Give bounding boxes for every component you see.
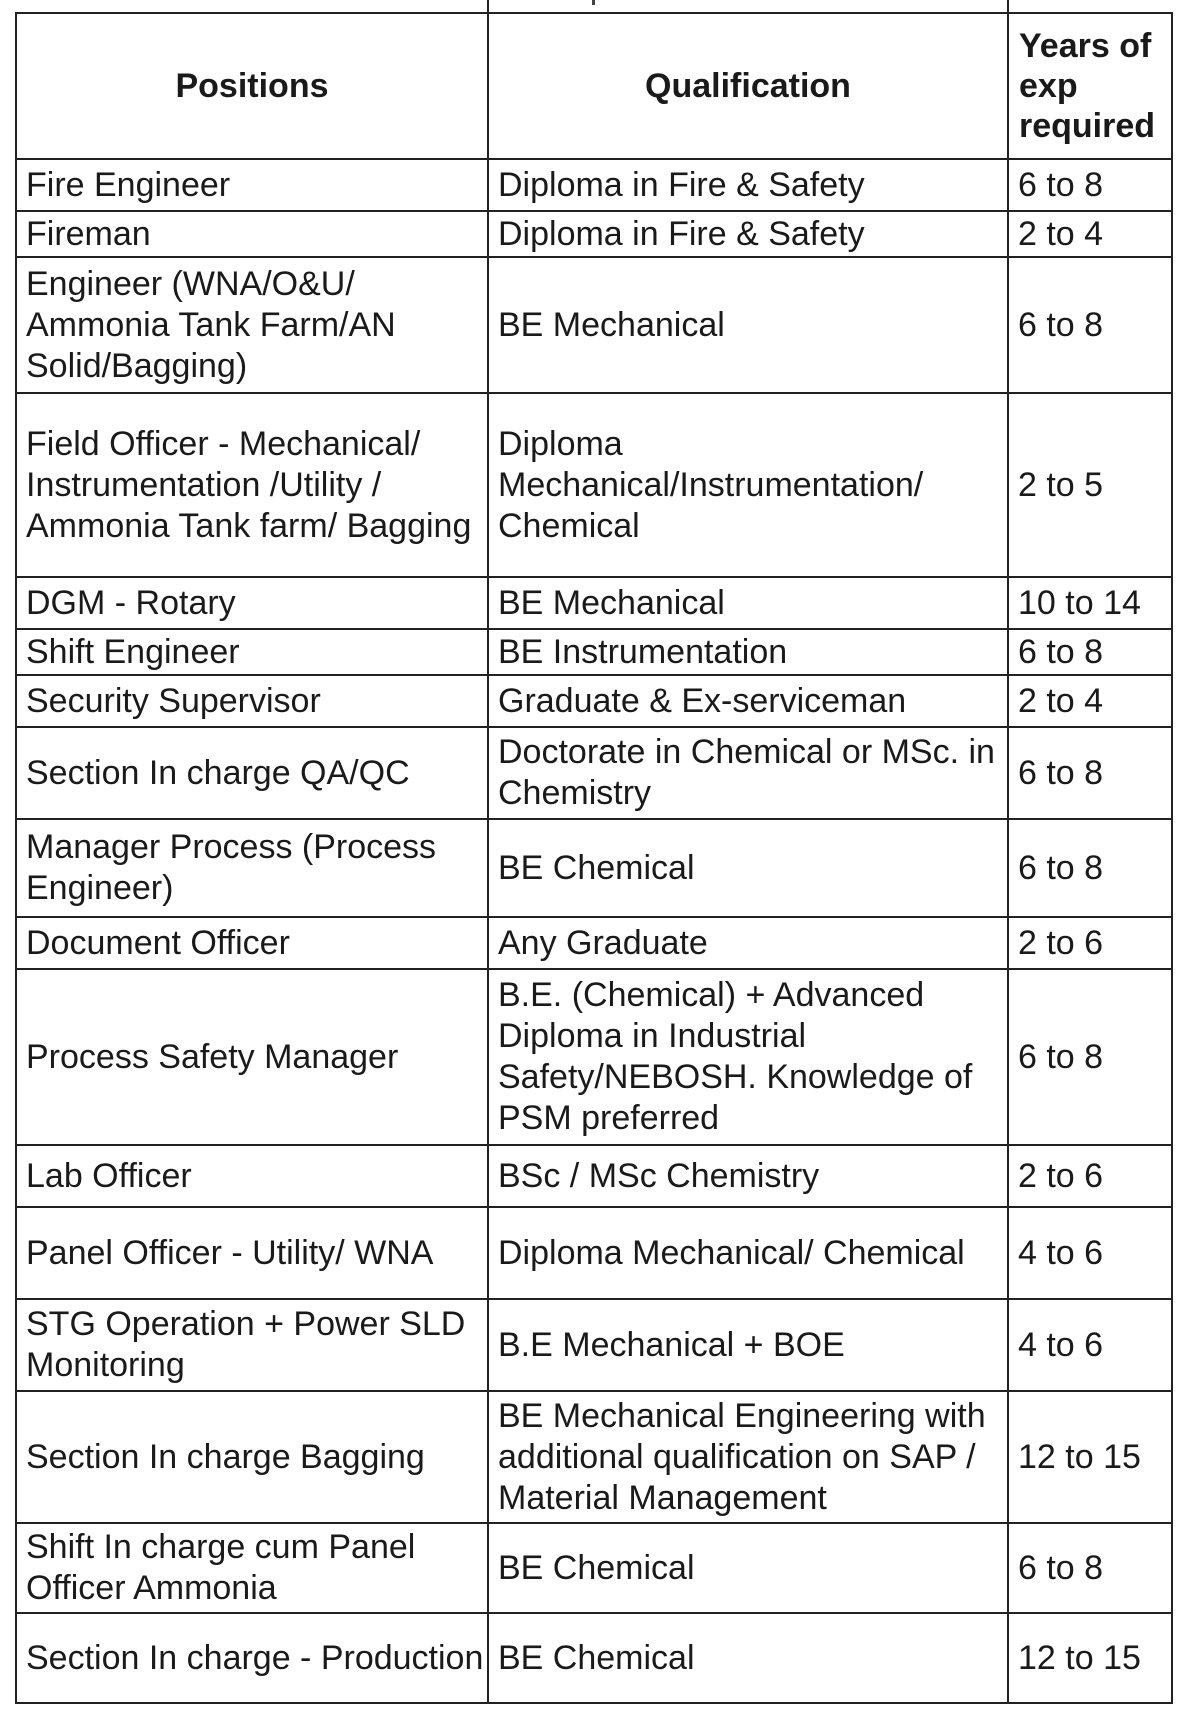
cell-experience: 2 to 6 xyxy=(1008,1145,1172,1207)
header-positions: Positions xyxy=(16,13,488,159)
header-qualification: Qualification xyxy=(488,13,1008,159)
cell-qualification: B.E Mechanical + BOE xyxy=(488,1299,1008,1391)
cell-qualification: BE Mechanical xyxy=(488,257,1008,393)
cell-qualification: Diploma Mechanical/Instrumentation/ Chemical xyxy=(488,393,1008,577)
cell-experience: 6 to 8 xyxy=(1008,969,1172,1145)
table-row xyxy=(16,629,1172,675)
cell-qualification: BE Instrumentation xyxy=(488,629,1008,675)
cell-experience: 2 to 5 xyxy=(1008,393,1172,577)
cell-qualification: BSc / MSc Chemistry xyxy=(488,1145,1008,1207)
cell-qualification: Doctorate in Chemical or MSc. in Chemistry xyxy=(488,727,1008,819)
cell-experience: 6 to 8 xyxy=(1008,257,1172,393)
cell-position: Fire Engineer xyxy=(16,159,488,211)
table-row xyxy=(16,917,1172,969)
cell-position: Field Officer - Mechanical/ Instrumentation /Utility / Ammonia Tank farm/ Bagging xyxy=(16,393,488,577)
cell-qualification: B.E. (Chemical) + Advanced Diploma in Industrial Safety/NEBOSH. Knowledge of PSM preferred xyxy=(488,969,1008,1145)
cell-position: Section In charge Bagging xyxy=(16,1391,488,1523)
table-row xyxy=(16,393,1172,577)
cell-position: STG Operation + Power SLD Monitoring xyxy=(16,1299,488,1391)
table-body xyxy=(16,159,1172,1703)
table-row xyxy=(16,211,1172,257)
cell-position: Shift Engineer xyxy=(16,629,488,675)
cell-experience: 6 to 8 xyxy=(1008,159,1172,211)
cell-experience: 10 to 14 xyxy=(1008,577,1172,629)
table-row xyxy=(16,727,1172,819)
table-header-row xyxy=(16,13,1172,159)
table-row xyxy=(16,1613,1172,1703)
table-row xyxy=(16,159,1172,211)
cell-position: Manager Process (Process Engineer) xyxy=(16,819,488,917)
cell-qualification: Graduate & Ex-serviceman xyxy=(488,675,1008,727)
cell-qualification: BE Chemical xyxy=(488,819,1008,917)
cell-experience: 6 to 8 xyxy=(1008,819,1172,917)
cell-experience: 6 to 8 xyxy=(1008,629,1172,675)
table-row xyxy=(16,675,1172,727)
cell-experience: 2 to 4 xyxy=(1008,675,1172,727)
positions-table xyxy=(15,12,1173,1704)
cell-qualification: Diploma in Fire & Safety xyxy=(488,159,1008,211)
cell-position: Process Safety Manager xyxy=(16,969,488,1145)
cell-position: Section In charge QA/QC xyxy=(16,727,488,819)
cell-position: Fireman xyxy=(16,211,488,257)
cell-qualification: BE Mechanical xyxy=(488,577,1008,629)
table-row xyxy=(16,819,1172,917)
cell-position: Security Supervisor xyxy=(16,675,488,727)
cell-experience: 2 to 4 xyxy=(1008,211,1172,257)
cell-experience: 4 to 6 xyxy=(1008,1299,1172,1391)
cell-position: DGM - Rotary xyxy=(16,577,488,629)
cell-position: Shift In charge cum Panel Officer Ammonia xyxy=(16,1523,488,1613)
cell-qualification: Any Graduate xyxy=(488,917,1008,969)
table-row xyxy=(16,257,1172,393)
table-row xyxy=(16,1523,1172,1613)
top-scan-mark xyxy=(592,0,595,5)
table-row xyxy=(16,1145,1172,1207)
cell-position: Section In charge - Production xyxy=(16,1613,488,1703)
table-row xyxy=(16,1207,1172,1299)
cell-experience: 6 to 8 xyxy=(1008,1523,1172,1613)
cell-experience: 6 to 8 xyxy=(1008,727,1172,819)
cell-qualification: BE Chemical xyxy=(488,1613,1008,1703)
cell-position: Engineer (WNA/O&U/ Ammonia Tank Farm/AN Solid/Bagging) xyxy=(16,257,488,393)
cell-position: Document Officer xyxy=(16,917,488,969)
cell-qualification: BE Chemical xyxy=(488,1523,1008,1613)
cell-position: Panel Officer - Utility/ WNA xyxy=(16,1207,488,1299)
header-experience: Years of exp required xyxy=(1008,13,1172,159)
table-row xyxy=(16,969,1172,1145)
cell-experience: 12 to 15 xyxy=(1008,1613,1172,1703)
cell-position: Lab Officer xyxy=(16,1145,488,1207)
table-row xyxy=(16,577,1172,629)
cell-experience: 2 to 6 xyxy=(1008,917,1172,969)
cell-experience: 4 to 6 xyxy=(1008,1207,1172,1299)
table-row xyxy=(16,1299,1172,1391)
cell-qualification: Diploma in Fire & Safety xyxy=(488,211,1008,257)
cell-qualification: BE Mechanical Engineering with additional qualification on SAP / Material Management xyxy=(488,1391,1008,1523)
cell-qualification: Diploma Mechanical/ Chemical xyxy=(488,1207,1008,1299)
table-row xyxy=(16,1391,1172,1523)
cell-experience: 12 to 15 xyxy=(1008,1391,1172,1523)
